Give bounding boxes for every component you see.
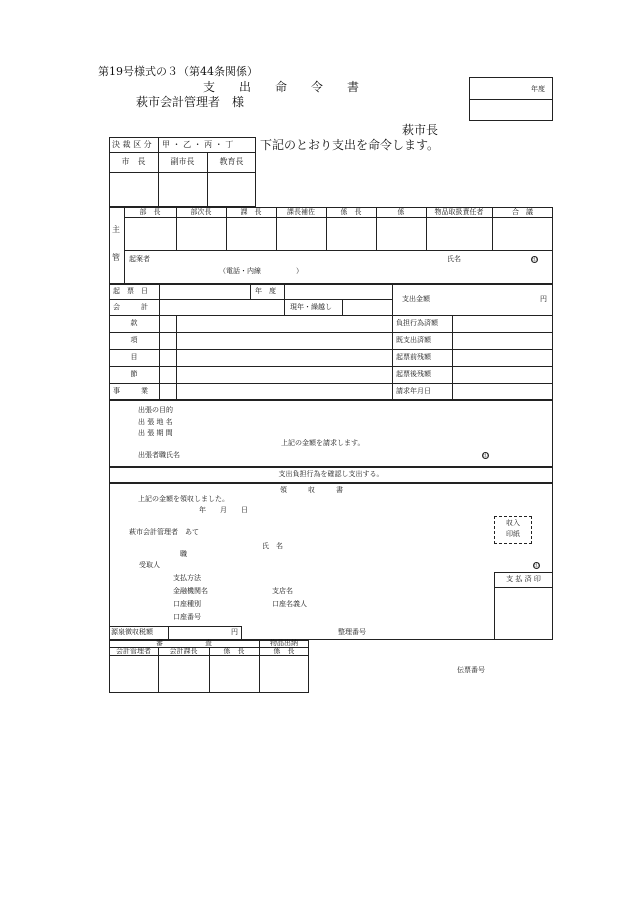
page-title: 支 出 命 令 書 (203, 80, 360, 94)
budget-item-kan: 款 (130, 319, 138, 327)
role-kakaricho: 係 長 (223, 647, 245, 655)
vice-mayor-label: 副市長 (170, 157, 195, 166)
divider (469, 99, 553, 100)
paid-stamp-field[interactable] (495, 588, 552, 639)
role-kakaricho-goods: 係 長 (273, 647, 295, 655)
goods-kakaricho-seal-field[interactable] (260, 656, 308, 692)
paid-amount-label: 既支出済額 (396, 336, 431, 344)
current-carryover-option[interactable]: 現年・繰越し (290, 303, 332, 311)
col-header-bujicho: 部次長 (190, 208, 212, 216)
phone-label: （電話・内線 ） (219, 267, 303, 275)
branch-name-label: 支店名 (272, 587, 293, 595)
divider (124, 207, 125, 284)
divider (124, 250, 553, 251)
business-label: 事 業 (113, 387, 148, 395)
withholding-label: 源泉徴収税額 (111, 628, 153, 636)
order-text: 下記のとおり支出を命令します。 (260, 138, 440, 152)
yen-unit: 円 (231, 628, 238, 636)
amount-label: 支出金額 (402, 295, 430, 303)
balance-before-label: 起票前残額 (396, 353, 431, 361)
accountant-seal-field[interactable] (110, 656, 157, 692)
receipt-addressee: 萩市会計管理者 あて (129, 528, 199, 536)
position-label: 職 (180, 550, 187, 558)
account-type-label: 口座種別 (173, 600, 201, 608)
budget-item-moku: 目 (130, 353, 138, 361)
receipt-title: 領 収 書 (280, 486, 343, 494)
setsu-field[interactable] (177, 367, 391, 382)
divider (392, 284, 393, 400)
issuer: 萩市長 (402, 123, 439, 137)
yen-unit: 円 (540, 295, 547, 303)
date-label: 起 票 日 (113, 287, 148, 295)
accounting-field[interactable] (160, 300, 283, 314)
paid-stamp-label: 支 払 済 印 (506, 575, 541, 583)
receipt-date: 年 月 日 (199, 506, 248, 514)
kessai-label: 決 裁 区 分 (112, 140, 152, 149)
confirm-text: 支出負担行為を確認し支出する。 (278, 470, 384, 478)
amount-field[interactable] (453, 285, 535, 314)
revenue-stamp-label: 収入 (506, 519, 520, 527)
dept-side-label: 主 (112, 225, 120, 234)
role-accounting-chief: 会計課長 (169, 647, 198, 655)
receiver-name-label: 氏 名 (262, 542, 283, 550)
moku-field[interactable] (177, 350, 391, 365)
revenue-stamp-label: 印紙 (506, 530, 520, 538)
divider (342, 299, 343, 315)
role-accountant: 会計管理者 (116, 647, 151, 655)
divider (158, 137, 159, 152)
divider (452, 315, 453, 400)
seal-mark: 印 (534, 563, 540, 569)
kan-field[interactable] (177, 316, 391, 331)
kessai-options[interactable]: 甲 ・ 乙 ・ 丙 ・ 丁 (162, 140, 234, 149)
superintendent-label: 教育長 (219, 157, 244, 166)
divider (109, 152, 256, 153)
kou-field[interactable] (177, 333, 391, 348)
form-number: 第19号様式の３（第44条関係） (98, 65, 258, 78)
ref-number-label: 整理番号 (338, 628, 366, 636)
col-header-kachohosa: 課長補佐 (287, 208, 315, 216)
accounting-label: 会 計 (113, 303, 148, 311)
goods-label: 物品出納 (270, 639, 298, 647)
col-header-kakari: 係 (397, 208, 405, 216)
request-date-label: 請求年月日 (396, 387, 431, 395)
fiscal-year-field[interactable] (285, 285, 391, 298)
voucher-number-label: 伝票番号 (457, 666, 485, 674)
col-header-goods-officer: 物品取扱責任者 (434, 208, 484, 216)
col-header-bucho: 部 長 (139, 208, 161, 216)
pay-method-label: 支払方法 (173, 574, 201, 582)
fiscal-year-label: 年 度 (255, 287, 276, 295)
mayor-seal-field[interactable] (110, 173, 157, 206)
divider (250, 284, 251, 299)
addressee: 萩市会計管理者 様 (136, 95, 245, 109)
superintendent-seal-field[interactable] (208, 173, 255, 206)
account-holder-label: 口座名義人 (272, 600, 307, 608)
trip-period-label: 出 張 期 間 (138, 429, 173, 437)
budget-item-setsu: 節 (130, 370, 138, 378)
fiscal-year-field[interactable] (471, 101, 551, 119)
drafter-label: 起案者 (129, 255, 150, 263)
seal-mark: 印 (483, 453, 489, 459)
audit-label: 審 査 (156, 639, 212, 647)
name-label: 氏名 (447, 255, 461, 263)
balance-after-label: 起票後残額 (396, 370, 431, 378)
accounting-chief-seal-field[interactable] (159, 656, 208, 692)
col-header-kakaricho: 係 長 (340, 208, 362, 216)
account-number-label: 口座番号 (173, 613, 201, 621)
col-header-kacho: 課 長 (240, 208, 262, 216)
dept-side-label: 管 (112, 253, 120, 262)
received-text: 上記の金額を領収しました。 (138, 495, 229, 503)
withholding-field[interactable] (169, 627, 229, 639)
committed-amount-label: 負担行為済額 (396, 319, 438, 327)
trip-purpose-label: 出張の目的 (138, 406, 173, 414)
traveler-label: 出張者職氏名 (138, 451, 180, 459)
bank-name-label: 金融機関名 (173, 587, 208, 595)
divider (124, 217, 553, 218)
mayor-label: 市 長 (121, 157, 146, 166)
business-field[interactable] (177, 384, 391, 399)
kakaricho-seal-field[interactable] (210, 656, 258, 692)
date-field[interactable] (160, 285, 249, 298)
budget-item-kou: 項 (130, 336, 138, 344)
fiscal-year-label: 年度 (531, 85, 545, 93)
vice-mayor-seal-field[interactable] (159, 173, 206, 206)
seal-mark: 印 (532, 257, 538, 263)
col-header-gogi: 合 議 (512, 208, 533, 216)
request-text: 上記の金額を請求します。 (281, 439, 365, 447)
trip-place-label: 出 張 地 名 (138, 418, 173, 426)
receiver-label: 受取人 (139, 561, 160, 569)
divider (284, 299, 285, 315)
